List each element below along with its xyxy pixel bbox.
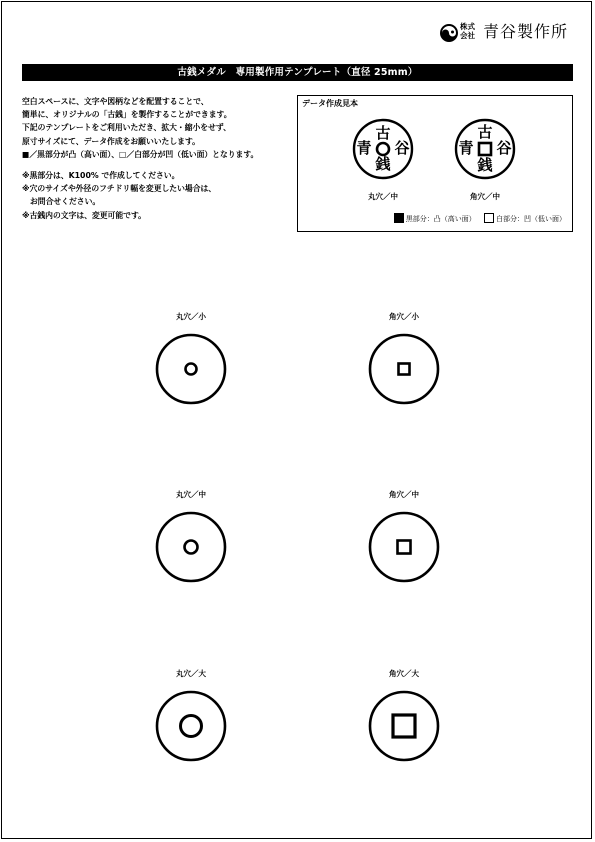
note-line: ※穴のサイズや外径のフチドリ幅を変更したい場合は、 — [22, 184, 217, 194]
company-type: 株式 会社 — [460, 22, 475, 40]
coin-char-top: 古 — [477, 123, 493, 141]
legend-black — [394, 213, 476, 224]
legend-black-label: 黒部分：凸（高い面） — [405, 215, 476, 223]
coin-char-bottom: 銭 — [477, 156, 493, 174]
template-coin-round-large — [155, 690, 227, 762]
template-label-round-medium: 丸穴／中 — [176, 490, 206, 499]
instruction-line: 原寸サイズにて、データ作成をお願いいたします。 — [22, 136, 200, 146]
template-label-square-medium: 角穴／中 — [389, 490, 419, 499]
sample-coin-round — [348, 118, 418, 180]
sample-title: データ作成見本 — [302, 99, 358, 108]
black-swatch-icon — [394, 213, 404, 223]
template-label-round-small: 丸穴／小 — [176, 312, 206, 321]
legend — [388, 213, 566, 224]
sample-caption-round: 丸穴／中 — [368, 192, 398, 201]
note-line: ※黒部分は、K100% で作成してください。 — [22, 171, 180, 181]
template-label-square-small: 角穴／小 — [389, 312, 419, 321]
template-label-round-large: 丸穴／大 — [176, 669, 206, 678]
template-coin-square-small — [368, 333, 440, 405]
legend-white — [484, 213, 566, 224]
template-label-square-large: 角穴／大 — [389, 669, 419, 678]
coin-char-right: 谷 — [394, 139, 410, 157]
instruction-line: 空白スペースに、文字や図柄などを配置することで、 — [22, 97, 209, 106]
coin-char-bottom: 銭 — [375, 155, 391, 173]
swirl-logo-icon — [439, 23, 459, 43]
template-coin-square-large — [368, 690, 440, 762]
instruction-line: ■／黒部分が凸（高い面）、□／白部分が凹（低い面）となります。 — [22, 149, 259, 159]
instructions — [22, 95, 292, 222]
note-line: ※古銭内の文字は、変更可能です。 — [22, 210, 146, 220]
sample-coin-square — [450, 118, 520, 180]
sample-box — [297, 95, 573, 232]
legend-white-label: 白部分：凹（低い面） — [496, 215, 566, 223]
coin-char-right: 谷 — [496, 139, 512, 157]
coin-char-top: 古 — [375, 124, 391, 142]
template-coin-round-small — [155, 333, 227, 405]
instruction-line: 簡単に、オリジナルの「古銭」を製作することができます。 — [22, 110, 232, 120]
template-coin-square-medium — [368, 511, 440, 583]
white-swatch-icon — [484, 213, 494, 223]
sample-caption-square: 角穴／中 — [470, 192, 500, 201]
template-coin-round-medium — [155, 511, 227, 583]
coin-char-left: 青 — [356, 139, 372, 157]
company-name: 青谷製作所 — [483, 22, 569, 41]
coin-char-left: 青 — [458, 139, 474, 157]
note-line: お問合せください。 — [30, 197, 101, 207]
page-title: 古銭メダル 専用製作用テンプレート（直径 25mm） — [22, 64, 573, 81]
instruction-line: 下記のテンプレートをご利用いただき、拡大・縮小をせず、 — [22, 123, 231, 133]
